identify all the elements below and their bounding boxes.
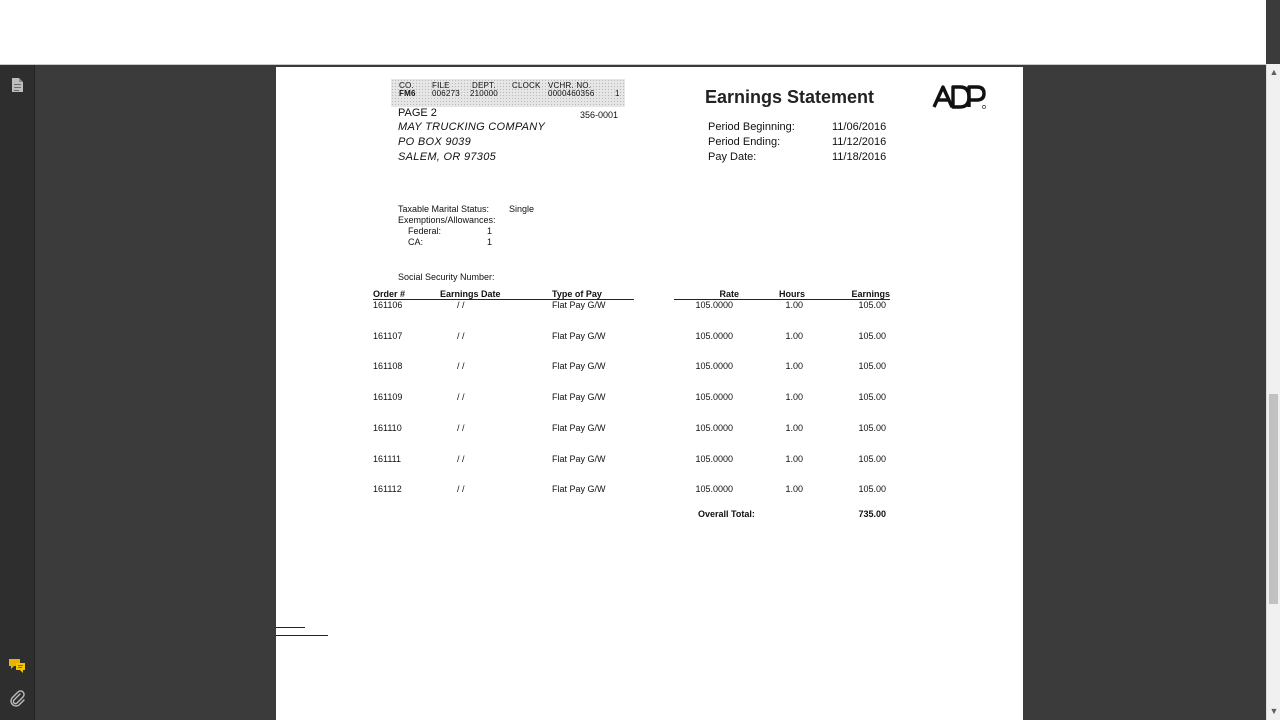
code-value-vchr: 0000460356 xyxy=(548,89,595,98)
ref-number: 356-0001 xyxy=(580,110,619,120)
row-date: / / xyxy=(457,484,465,495)
company-name: MAY TRUCKING COMPANY xyxy=(398,121,546,133)
row-type: Flat Pay G/W xyxy=(552,361,606,372)
statement-title: Earnings Statement xyxy=(705,87,875,107)
row-type: Flat Pay G/W xyxy=(552,392,606,403)
row-order: 161111 xyxy=(373,453,402,464)
pay-date-label: Pay Date: xyxy=(708,151,757,163)
left-sidebar xyxy=(0,65,35,720)
row-earnings: 105.00 xyxy=(858,300,886,310)
row-hours: 1.00 xyxy=(785,300,803,310)
row-hours: 1.00 xyxy=(785,453,803,464)
adp-logo xyxy=(931,83,988,110)
company-address-2: SALEM, OR 97305 xyxy=(398,151,497,163)
code-value-co: FM6 xyxy=(399,89,416,98)
col-hours: Hours xyxy=(778,289,805,299)
ssn-label: Social Security Number: xyxy=(398,272,495,282)
row-date: / / xyxy=(457,330,465,341)
code-label-co: CO. xyxy=(399,81,414,90)
row-date: / / xyxy=(457,392,465,403)
company-address-1: PO BOX 9039 xyxy=(398,136,472,148)
scroll-thumb[interactable] xyxy=(1269,394,1278,604)
row-rate: 105.0000 xyxy=(695,330,733,341)
row-rate: 105.0000 xyxy=(695,484,733,495)
row-earnings: 105.00 xyxy=(858,361,886,372)
row-rate: 105.0000 xyxy=(695,422,733,433)
document-page xyxy=(276,67,1023,720)
page-label: PAGE 2 xyxy=(398,107,437,119)
row-rate: 105.0000 xyxy=(695,453,733,464)
scroll-down-arrow-icon[interactable]: ▼ xyxy=(1269,706,1279,716)
ca-value: 1 xyxy=(487,237,493,247)
row-type: Flat Pay G/W xyxy=(552,484,606,495)
period-ending-label: Period Ending: xyxy=(708,136,781,148)
scroll-up-arrow-icon[interactable]: ▲ xyxy=(1269,67,1279,77)
row-earnings: 105.00 xyxy=(858,330,886,341)
row-order: 161110 xyxy=(373,422,402,433)
code-value-dept: 210000 xyxy=(470,89,498,98)
row-order: 161108 xyxy=(373,361,403,372)
period-ending-value: 11/12/2016 xyxy=(832,136,887,148)
row-rate: 105.0000 xyxy=(695,392,733,403)
code-label-file: FILE xyxy=(432,81,450,90)
row-rate: 105.0000 xyxy=(695,361,733,372)
row-date: / / xyxy=(457,300,465,310)
row-earnings: 105.00 xyxy=(858,392,886,403)
row-date: / / xyxy=(457,422,465,433)
code-value-file: 006273 xyxy=(432,89,460,98)
attachment-icon[interactable] xyxy=(7,689,27,709)
row-date: / / xyxy=(457,453,465,464)
code-value-seq: 1 xyxy=(615,89,620,98)
comments-icon[interactable] xyxy=(7,655,27,675)
vertical-scrollbar[interactable] xyxy=(1266,64,1280,720)
row-earnings: 105.00 xyxy=(858,484,886,495)
overall-total-label: Overall Total: xyxy=(698,509,755,519)
row-order: 161107 xyxy=(373,330,403,341)
row-order: 161106 xyxy=(373,300,403,310)
toolbar xyxy=(0,0,1266,65)
federal-value: 1 xyxy=(487,226,493,236)
row-hours: 1.00 xyxy=(785,361,803,372)
row-earnings: 105.00 xyxy=(858,422,886,433)
row-hours: 1.00 xyxy=(785,484,803,495)
row-type: Flat Pay G/W xyxy=(552,422,606,433)
exemptions-label: Exemptions/Allowances: xyxy=(398,215,496,225)
row-date: / / xyxy=(457,361,465,372)
code-label-vchr: VCHR. NO. xyxy=(548,81,592,90)
row-hours: 1.00 xyxy=(785,422,803,433)
code-label-dept: DEPT. xyxy=(472,81,496,90)
row-earnings: 105.00 xyxy=(858,453,886,464)
marital-status-label: Taxable Marital Status: xyxy=(398,204,490,214)
period-beginning-label: Period Beginning: xyxy=(708,121,795,133)
page-mark-short xyxy=(276,627,305,628)
overall-total-value: 735.00 xyxy=(858,509,886,519)
row-type: Flat Pay G/W xyxy=(552,453,606,464)
code-label-clock: CLOCK xyxy=(512,81,541,90)
pages-icon[interactable] xyxy=(7,75,27,95)
marital-status-value: Single xyxy=(509,204,535,214)
col-earnings-date: Earnings Date xyxy=(440,289,501,299)
col-rate: Rate xyxy=(719,289,739,299)
pay-date-value: 11/18/2016 xyxy=(832,151,887,163)
row-hours: 1.00 xyxy=(785,330,803,341)
row-order: 161112 xyxy=(373,484,402,495)
page-mark-long xyxy=(276,635,328,636)
row-hours: 1.00 xyxy=(785,392,803,403)
col-earnings: Earnings xyxy=(851,289,890,299)
period-beginning-value: 11/06/2016 xyxy=(832,121,887,133)
col-order: Order # xyxy=(373,289,406,299)
row-order: 161109 xyxy=(373,392,403,403)
federal-label: Federal: xyxy=(408,226,442,236)
col-type-of-pay: Type of Pay xyxy=(552,289,602,299)
adp-logo-icon xyxy=(931,83,988,110)
row-type: Flat Pay G/W xyxy=(552,300,606,310)
row-rate: 105.0000 xyxy=(695,300,733,310)
row-type: Flat Pay G/W xyxy=(552,330,606,341)
ca-label: CA: xyxy=(408,237,424,247)
